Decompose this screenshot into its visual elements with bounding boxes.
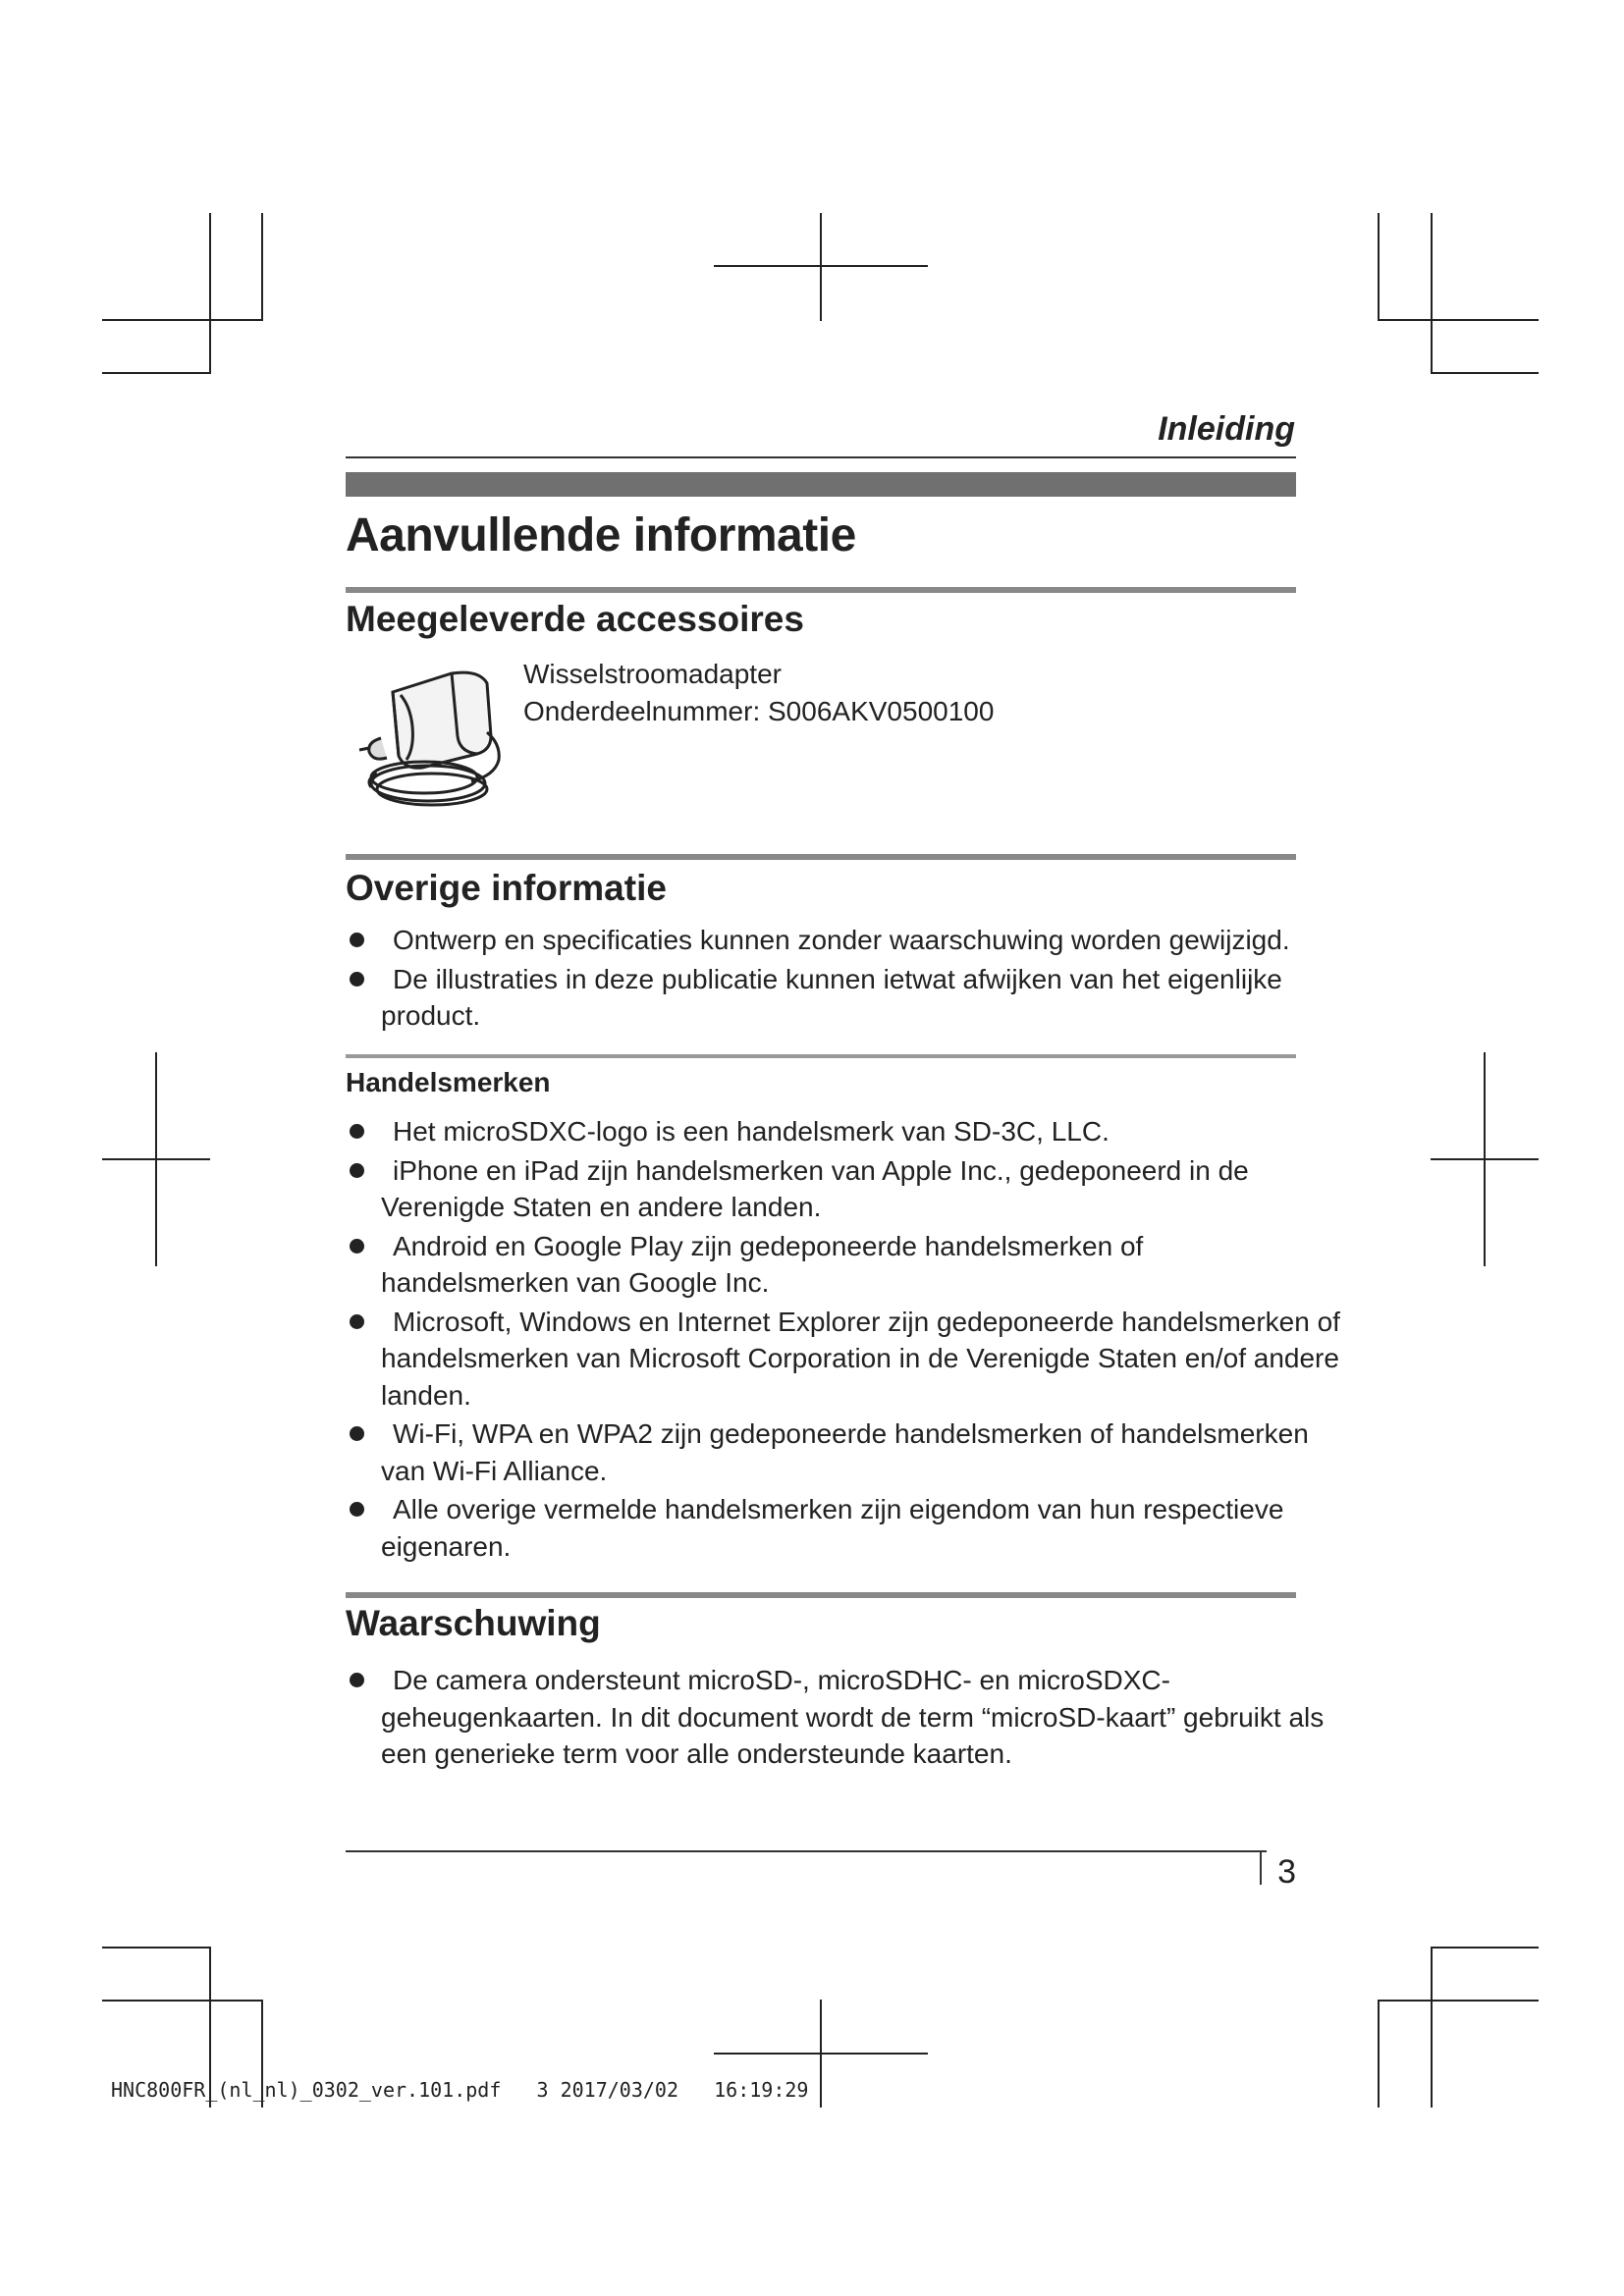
accessories-heading: Meegeleverde accessoires: [346, 599, 804, 639]
other-info-heading: Overige informatie: [346, 868, 667, 908]
list-item: Wi-Fi, WPA en WPA2 zijn gedeponeerde handelsmerken of handelsmerken van Wi-Fi Alliance.: [346, 1415, 1324, 1489]
page-title: Aanvullende informatie: [346, 509, 856, 561]
list-item: Ontwerp en specificaties kunnen zonder waarschuwing worden gewijzigd.: [346, 922, 1327, 959]
bullet-icon: [350, 1239, 364, 1254]
section-label: Inleiding: [1158, 410, 1295, 448]
list-item: Android en Google Play zijn gedeponeerde handelsmerken of handelsmerken van Google Inc.: [346, 1228, 1324, 1302]
bullet-icon: [350, 933, 364, 947]
bullet-icon: [350, 1124, 364, 1139]
trademarks-list: [346, 1113, 1340, 1567]
print-slug: [111, 2078, 808, 2102]
bullet-icon: [350, 1502, 364, 1517]
accessory-name: Wisselstroomadapter: [523, 659, 782, 689]
slug-page: 3: [536, 2078, 549, 2102]
list-item: iPhone en iPad zijn handelsmerken van Apple Inc., gedeponeerd in de Verenigde Staten en andere landen.: [346, 1152, 1294, 1226]
bullet-icon: [350, 1314, 364, 1329]
slug-filename: HNC800FR_(nl_nl)_0302_ver.101.pdf: [111, 2078, 502, 2102]
section-divider: [346, 854, 1296, 860]
page-number: 3: [1277, 1853, 1296, 1891]
footer-rule: [346, 1850, 1267, 1852]
warning-list: [346, 1662, 1325, 1775]
list-item: De illustraties in deze publicatie kunnen ietwat afwijken van het eigenlijke product.: [346, 961, 1294, 1035]
trademarks-heading: Handelsmerken: [346, 1067, 551, 1097]
list-item: Alle overige vermelde handelsmerken zijn eigendom van hun respectieve eigenaren.: [346, 1491, 1324, 1565]
other-info-list: [346, 922, 1327, 1037]
section-divider: [346, 1592, 1296, 1598]
slug-date: 2017/03/02: [560, 2078, 678, 2102]
ac-adapter-illustration: [353, 383, 511, 810]
subsection-divider: [346, 1054, 1296, 1058]
bullet-icon: [350, 1673, 364, 1687]
list-item: De camera ondersteunt microSD-, microSDHC- en microSDXC-geheugenkaarten. In dit document wordt de term “microSD-kaart” gebruikt als een generieke term voor alle ondersteunde kaarten.: [346, 1662, 1343, 1773]
slug-time: 16:19:29: [714, 2078, 809, 2102]
warning-heading: Waarschuwing: [346, 1603, 601, 1643]
list-item: Microsoft, Windows en Internet Explorer zijn gedeponeerde handelsmerken of handelsmerken van Microsoft Corporation in de Verenigde Staten en/of andere landen.: [346, 1304, 1343, 1415]
footer-rule-tick: [1260, 1851, 1262, 1885]
bullet-icon: [350, 1426, 364, 1441]
accessory-part-number: Onderdeelnummer: S006AKV0500100: [523, 696, 995, 726]
list-item: Het microSDXC-logo is een handelsmerk van SD-3C, LLC.: [346, 1113, 1318, 1150]
bullet-icon: [350, 972, 364, 987]
bullet-icon: [350, 1163, 364, 1178]
